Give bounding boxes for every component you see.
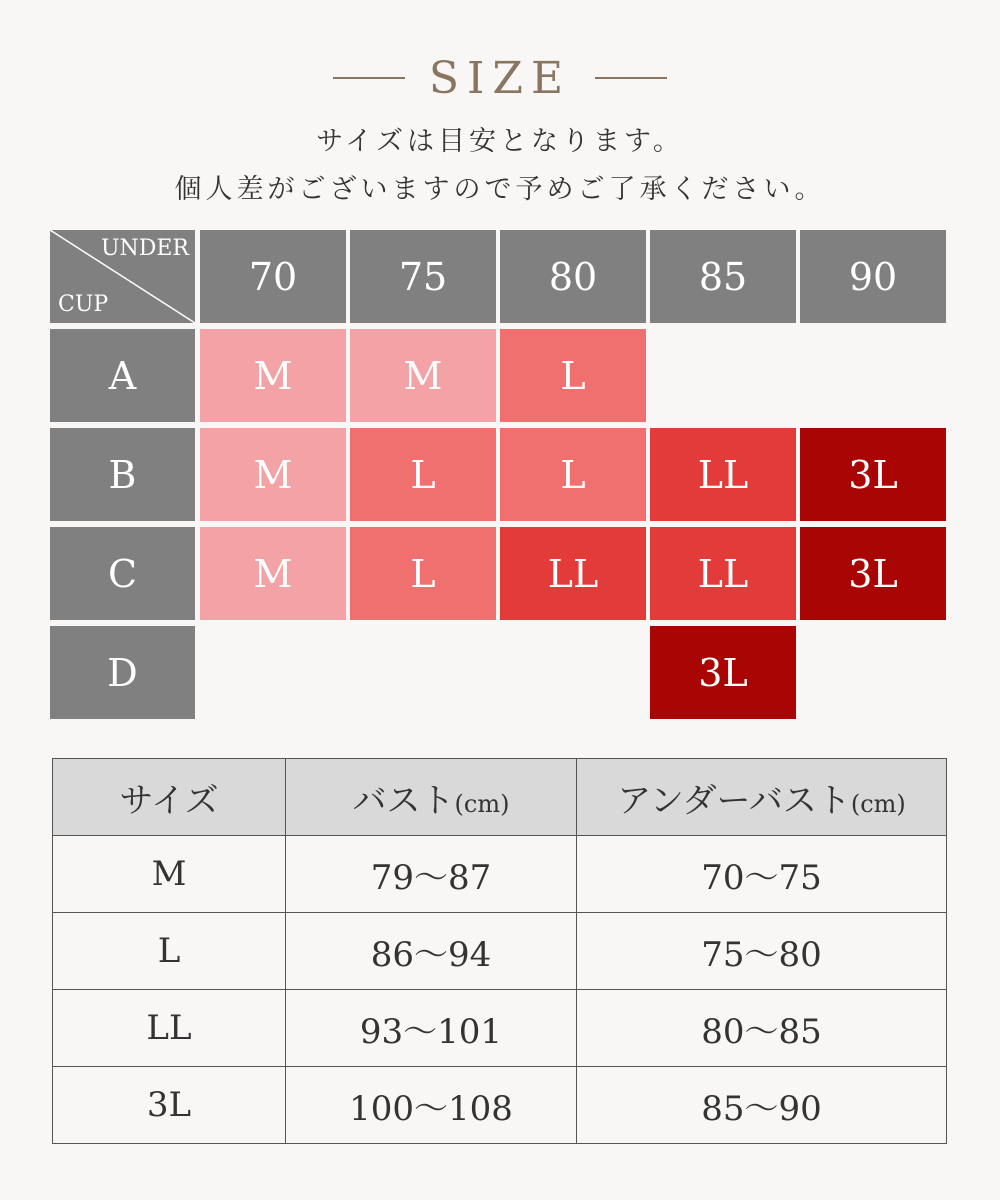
header-underbust-label: アンダーバスト xyxy=(617,780,851,821)
cell-underbust: 75〜80 xyxy=(577,913,947,990)
header-bust xyxy=(286,759,577,836)
header-size xyxy=(53,759,286,836)
cup-header-cell: C xyxy=(50,527,195,620)
size-cell: M xyxy=(200,527,346,620)
cell-size: M xyxy=(53,836,286,913)
header-bust-label: バスト xyxy=(352,780,455,821)
size-cell: L xyxy=(500,428,646,521)
note-line-2: 個人差がございますので予めご了承ください。 xyxy=(174,174,826,205)
under-header-cell: 85 xyxy=(650,230,796,323)
corner-under-label: UNDER xyxy=(100,236,189,261)
table-row xyxy=(53,836,947,913)
page-title: SIZE xyxy=(428,52,572,104)
grid-corner-cell xyxy=(50,230,195,323)
table-row xyxy=(53,990,947,1067)
cell-underbust: 85〜90 xyxy=(577,1067,947,1144)
cell-underbust: 70〜75 xyxy=(577,836,947,913)
title-right-rule xyxy=(595,77,667,79)
under-header-cell: 75 xyxy=(350,230,496,323)
cell-underbust: 80〜85 xyxy=(577,990,947,1067)
header-bust-unit: (cm) xyxy=(454,789,510,818)
cell-bust: 79〜87 xyxy=(286,836,577,913)
table-header-row xyxy=(53,759,947,836)
cell-size: LL xyxy=(53,990,286,1067)
size-cell: L xyxy=(350,527,496,620)
cup-header-cell: B xyxy=(50,428,195,521)
size-cell: M xyxy=(350,329,496,422)
size-cell: M xyxy=(200,428,346,521)
header-size-label: サイズ xyxy=(119,780,219,821)
size-cell: LL xyxy=(650,527,796,620)
table-row xyxy=(53,913,947,990)
size-table xyxy=(52,758,947,1144)
table-row xyxy=(53,1067,947,1144)
cell-bust: 86〜94 xyxy=(286,913,577,990)
under-header-cell: 90 xyxy=(800,230,946,323)
cup-header-cell: D xyxy=(50,626,195,719)
size-cell: 3L xyxy=(800,428,946,521)
note-line-1: サイズは目安となります。 xyxy=(316,126,684,157)
notes xyxy=(0,118,1000,214)
header-underbust-unit: (cm) xyxy=(850,789,906,818)
cell-bust: 93〜101 xyxy=(286,990,577,1067)
title-row xyxy=(0,48,1000,108)
size-cell: LL xyxy=(650,428,796,521)
size-cell: 3L xyxy=(650,626,796,719)
size-cell: 3L xyxy=(800,527,946,620)
size-grid xyxy=(50,230,946,719)
header-underbust xyxy=(577,759,947,836)
size-cell: L xyxy=(500,329,646,422)
title-left-rule xyxy=(333,77,405,79)
size-cell: M xyxy=(200,329,346,422)
cell-size: L xyxy=(53,913,286,990)
size-cell: LL xyxy=(500,527,646,620)
corner-cup-label: CUP xyxy=(58,292,109,317)
under-header-cell: 70 xyxy=(200,230,346,323)
cup-header-cell: A xyxy=(50,329,195,422)
cell-bust: 100〜108 xyxy=(286,1067,577,1144)
under-header-cell: 80 xyxy=(500,230,646,323)
size-cell: L xyxy=(350,428,496,521)
cell-size: 3L xyxy=(53,1067,286,1144)
